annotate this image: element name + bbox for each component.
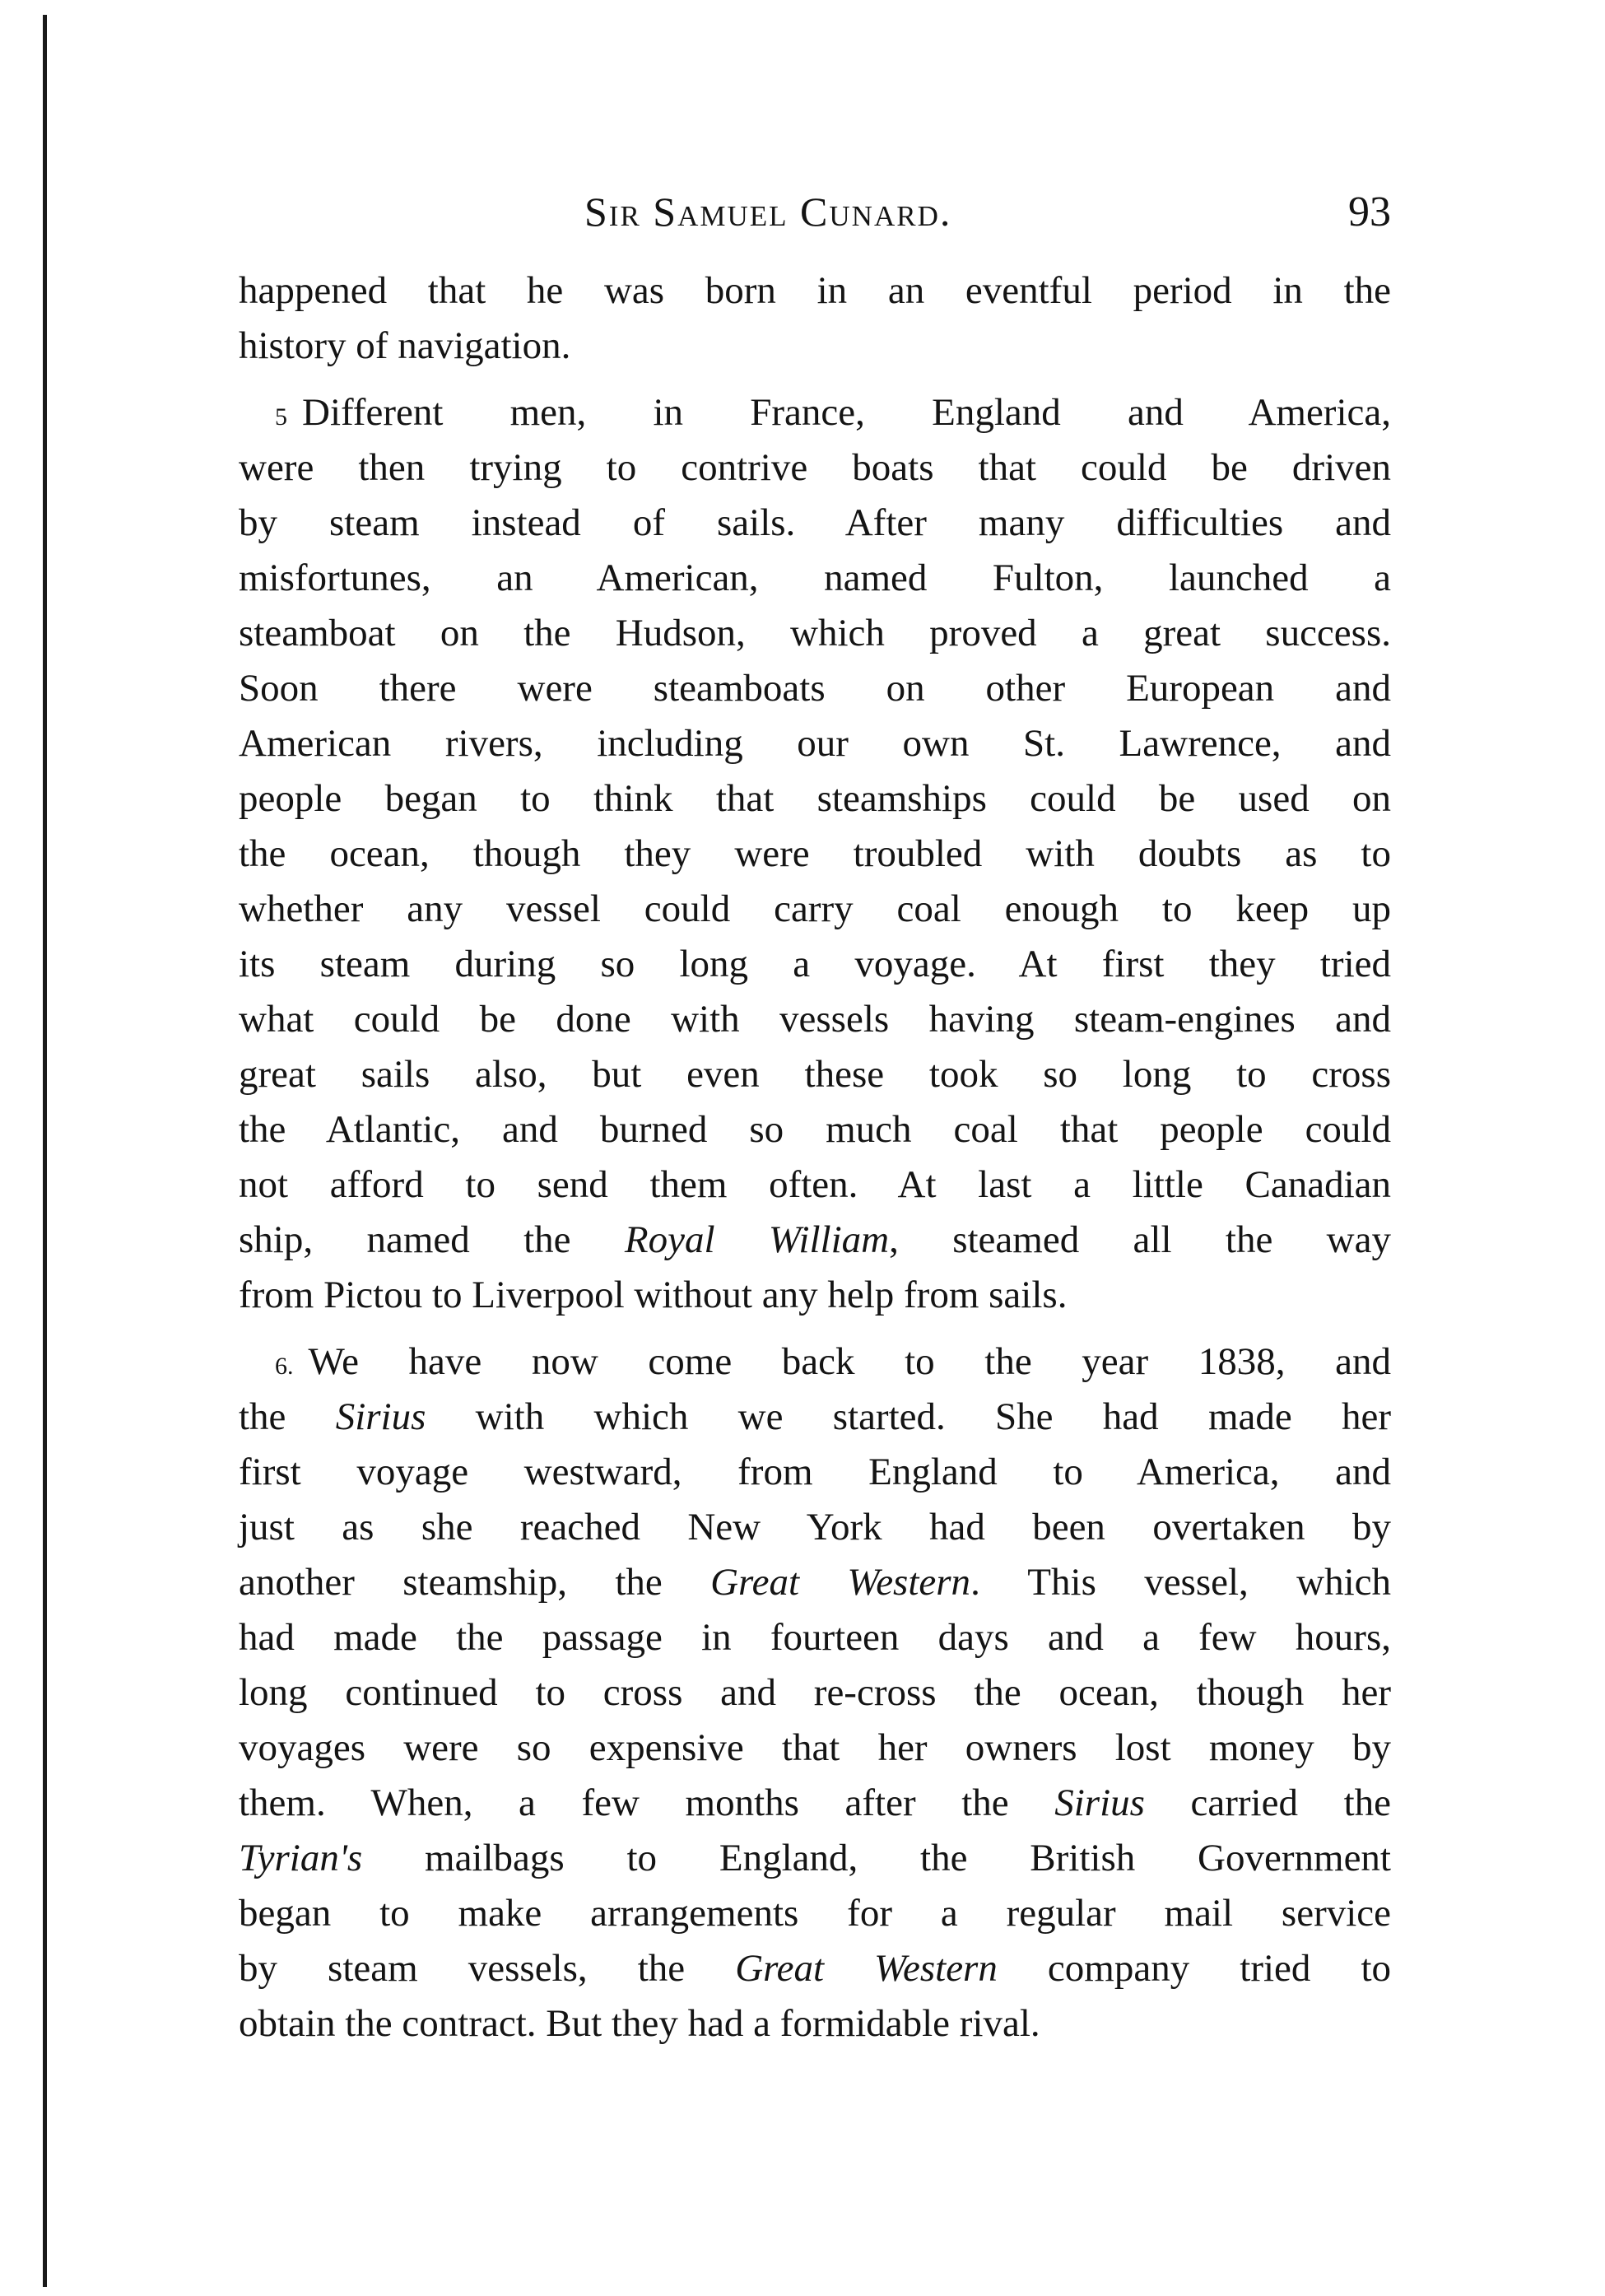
text-line [239,937,1391,992]
text-segment: Different men, in France, England and America, [302,391,1391,434]
text-segment: the Atlantic, and burned so much coal that people could [239,1108,1391,1151]
text-segment: history of navigation. [239,324,571,367]
text-segment: not afford to send them often. At last a little Canadian [239,1163,1391,1206]
text-segment: company tried to [997,1947,1392,1990]
page-number: 93 [1348,189,1391,235]
text-line [239,1102,1391,1157]
text-line [239,263,1391,319]
text-line [239,319,1391,374]
text-line [239,827,1391,882]
text-line [239,1390,1391,1445]
text-segment: its steam during so long a voyage. At first they tried [239,943,1391,985]
italic-text: Tyrian's [239,1837,363,1879]
text-line [239,716,1391,771]
paragraph-gap [239,1323,1391,1334]
text-segment: obtain the contract. But they had a formidable rival. [239,2002,1040,2045]
text-line [239,1831,1391,1886]
text-segment: with which we started. She had made her [426,1395,1392,1438]
text-segment: happened that he was born in an eventful period in the [239,269,1391,312]
text-segment: , steamed all the way [889,1218,1391,1261]
text-line [239,1268,1391,1323]
text-segment: misfortunes, an American, named Fulton, launched a [239,557,1391,599]
text-line [239,385,1391,440]
text-segment: people began to think that steamships could be used on [239,777,1391,820]
text-segment: by steam instead of sails. After many difficulties and [239,501,1391,544]
italic-text: Great Western [710,1561,971,1604]
paragraph [239,1334,1391,2051]
page-header [239,188,1391,263]
text-segment: by steam vessels, the [239,1947,736,1990]
text-segment: were then trying to contrive boats that could be driven [239,446,1391,489]
text-line [239,551,1391,606]
text-line [239,496,1391,551]
paragraph [239,263,1391,374]
text-segment: whether any vessel could carry coal enough to keep up [239,887,1391,930]
text-segment: American rivers, including our own St. Lawrence, and [239,722,1391,765]
body-text [239,263,1391,2051]
text-line [239,1500,1391,1555]
text-segment: them. When, a few months after the [239,1781,1055,1824]
italic-text: Great Western [735,1947,998,1990]
text-line [239,1445,1391,1500]
text-segment: ship, named the [239,1218,625,1261]
text-segment: voyages were so expensive that her owners lost money by [239,1726,1391,1769]
text-segment: had made the passage in fourteen days and a few hours, [239,1616,1391,1659]
text-segment: carried the [1144,1781,1391,1824]
paragraph [239,385,1391,1323]
text-line [239,1610,1391,1665]
text-line [239,1665,1391,1721]
text-line [239,1996,1391,2051]
text-segment: Soon there were steamboats on other European and [239,667,1391,710]
text-line [239,1776,1391,1831]
text-segment: long continued to cross and re-cross the ocean, though her [239,1671,1391,1714]
text-line [239,440,1391,496]
text-segment: steamboat on the Hudson, which proved a great success. [239,612,1391,654]
text-line [239,882,1391,937]
text-line [239,606,1391,661]
book-page [239,188,1391,2051]
text-line [239,992,1391,1047]
text-segment: the [239,1395,336,1438]
paragraph-number: 6. [275,1353,294,1380]
paragraph-gap [239,374,1391,385]
text-segment: . This vessel, which [970,1561,1392,1604]
text-segment: just as she reached New York had been overtaken by [239,1506,1391,1549]
text-line [239,1047,1391,1102]
binding-edge-line [43,15,47,2287]
text-segment: great sails also, but even these took so long to cross [239,1053,1391,1096]
text-line [239,771,1391,827]
text-segment: from Pictou to Liverpool without any help from sails. [239,1274,1068,1316]
text-line [239,661,1391,716]
text-line [239,1941,1391,1996]
text-segment: first voyage westward, from England to America, and [239,1451,1391,1493]
paragraph-number: 5 [275,403,287,431]
text-segment: We have now come back to the year 1838, and [308,1340,1391,1383]
text-line [239,1334,1391,1390]
italic-text: Sirius [335,1395,426,1438]
text-line [239,1886,1391,1941]
text-segment: the ocean, though they were troubled with doubts as to [239,832,1391,875]
text-segment: began to make arrangements for a regular mail service [239,1892,1391,1935]
text-segment: another steamship, the [239,1561,711,1604]
italic-text: Sirius [1054,1781,1145,1824]
italic-text: Royal William [624,1218,890,1261]
text-line [239,1157,1391,1213]
text-line [239,1555,1391,1610]
text-segment: mailbags to England, the British Government [362,1837,1391,1879]
text-line [239,1213,1391,1268]
text-line [239,1721,1391,1776]
text-segment: what could be done with vessels having steam-engines and [239,998,1391,1041]
running-head: Sir Samuel Cunard. [584,189,952,235]
